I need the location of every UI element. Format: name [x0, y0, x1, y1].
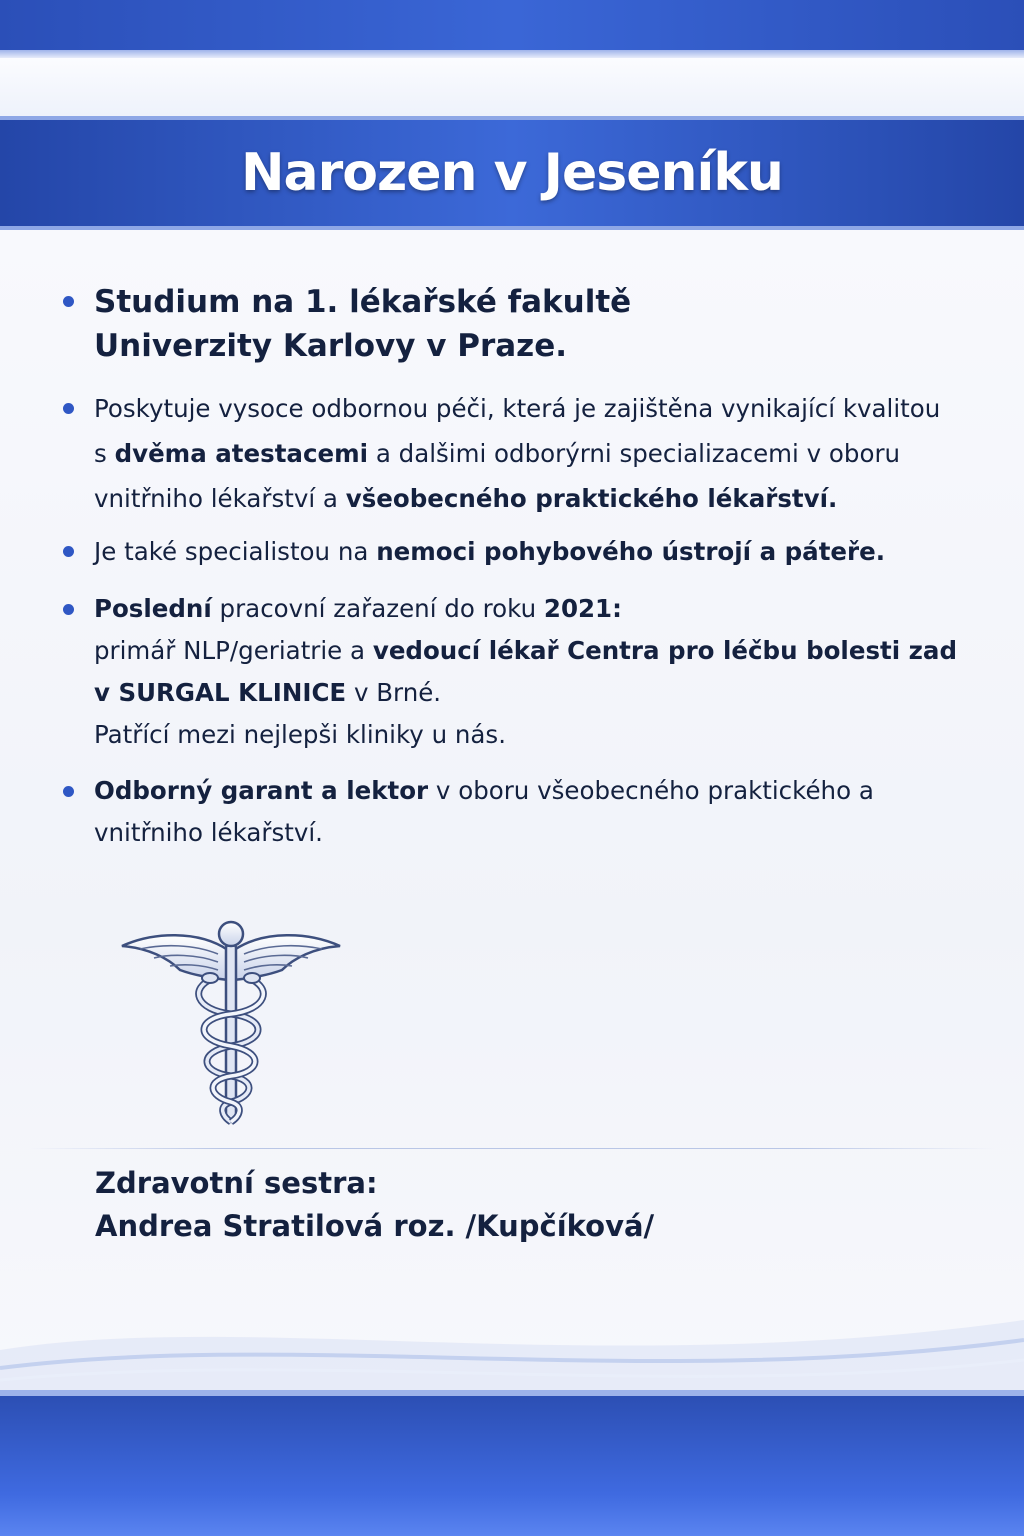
specialist-bold: nemoci pohybového ústrojí a páteře.: [376, 537, 886, 566]
education-line-2: Univerzity Karlovy v Praze.: [94, 328, 568, 364]
nurse-block: [95, 1162, 654, 1248]
list-item-lecturer: [60, 770, 960, 854]
content-panel: [0, 230, 1024, 1390]
caduceus-icon: [118, 918, 344, 1128]
decorative-waves: [0, 1290, 1024, 1394]
bottom-decor-band: [0, 1390, 1024, 1536]
position-text-2: primář NLP/geriatrie a: [94, 636, 373, 665]
lecturer-text: v oboru všeobecného praktického a vnitřniho lékařství.: [94, 776, 874, 847]
nurse-name: Andrea Stratilová roz. /Kupčíková/: [95, 1209, 655, 1243]
care-text-2: a dalšimi odborýrni specializacemi v oboru vnitřniho lékařství a: [94, 439, 901, 513]
position-text-1: pracovní zařazení do roku: [211, 594, 544, 623]
list-item-specialist: [60, 529, 960, 574]
list-item-position: [60, 588, 960, 756]
lecturer-bold: Odborný garant a lektor: [94, 776, 429, 805]
specialist-text: Je také specialistou na: [94, 537, 377, 566]
list-item-care: [60, 386, 960, 521]
bio-list: [60, 280, 960, 868]
education-line-1: Studium na 1. lékařské fakultě: [94, 284, 632, 320]
top-decor-band: [0, 0, 1024, 50]
list-item-education: [60, 280, 960, 368]
position-text-3: v Brné.: [346, 678, 442, 707]
position-bold-3: vedoucí lékař Centra pro léčbu bolesti zad v SURGAL KLINICE: [94, 636, 958, 707]
page-title: Narozen v Jeseníku: [241, 143, 783, 203]
top-decor-line: [0, 50, 1024, 58]
position-year: 2021:: [543, 594, 622, 623]
care-bold-2: všeobecného praktického lékařství.: [345, 484, 838, 513]
care-bold-1: dvěma atestacemi: [114, 439, 369, 468]
top-white-strip: [0, 58, 1024, 116]
care-text-1: Poskytuje vysoce odbornou péči, která je zajištěna vynikající kvalitou s: [94, 394, 941, 468]
title-band: [0, 116, 1024, 230]
divider: [30, 1148, 994, 1149]
nurse-label: Zdravotní sestra:: [95, 1166, 378, 1200]
position-text-4: Patřící mezi nejlepši kliniky u nás.: [94, 720, 506, 749]
position-bold-1: Poslední: [94, 594, 212, 623]
